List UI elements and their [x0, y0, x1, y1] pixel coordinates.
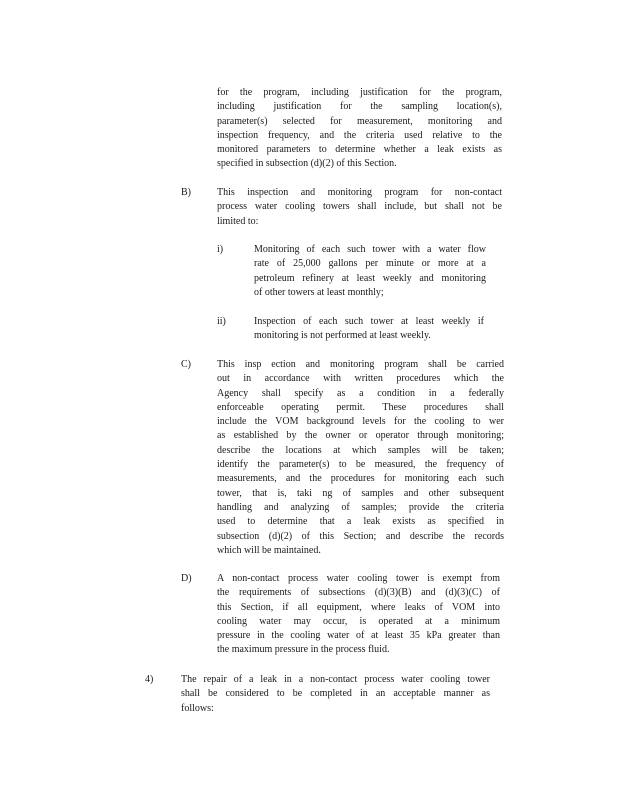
item-c-paragraph — [217, 358, 504, 558]
text-line: The repair of a leak in a non-contact process water cooling tower — [181, 674, 490, 685]
text-line: used to determine that a leak exists as specified in — [217, 516, 504, 528]
text-line: subsection (d)(2) of this Section; and describe the records — [217, 530, 504, 542]
text-line: parameter(s) selected for measurement, monitoring and — [217, 115, 502, 127]
item-4-label: 4) — [145, 674, 154, 685]
item-b-ii-label: ii) — [217, 316, 226, 327]
text-line: inspection frequency, and the criteria used relative to the — [217, 129, 502, 141]
item-c-label: C) — [181, 359, 191, 370]
text-line: Inspection of each such tower at least weekly if — [254, 316, 484, 327]
text-line: shall be considered to be completed in an acceptable manner as — [181, 688, 490, 700]
text-line: pressure in the cooling water of at least 35 kPa greater than — [217, 630, 500, 642]
text-line: limited to: — [217, 215, 259, 227]
text-line: measurements, and the procedures for monitoring each such — [217, 473, 504, 485]
text-line: follows: — [181, 702, 214, 714]
text-line: cooling water may occur, is operated at a minimum — [217, 615, 500, 627]
text-line: out in accordance with written procedures which the — [217, 373, 504, 385]
item-d-label: D) — [181, 573, 192, 584]
item-d-paragraph — [217, 572, 500, 658]
text-line: as established by the owner or operator through monitoring; — [217, 430, 504, 442]
text-line: of other towers at least monthly; — [254, 286, 384, 298]
item-b-label: B) — [181, 187, 191, 198]
text-line: This insp ection and monitoring program shall be carried — [217, 359, 504, 370]
item-b-paragraph — [217, 186, 502, 229]
text-line: A non-contact process water cooling tower is exempt from — [217, 573, 500, 584]
text-line: including justification for the sampling location(s), — [217, 101, 502, 113]
text-line: petroleum refinery at least weekly and monitoring — [254, 272, 486, 284]
text-line: specified in subsection (d)(2) of this Section. — [217, 158, 397, 170]
item-4-paragraph — [181, 673, 490, 716]
text-line: rate of 25,000 gallons per minute or more at a — [254, 258, 486, 270]
text-line: for the program, including justification for the program, — [217, 87, 502, 98]
text-line: this Section, if all equipment, where leaks of VOM into — [217, 601, 500, 613]
item-b-ii-paragraph — [254, 315, 484, 344]
text-line: Monitoring of each such tower with a water flow — [254, 244, 486, 255]
text-line: monitoring is not performed at least weekly. — [254, 330, 431, 342]
text-line: which will be maintained. — [217, 544, 321, 556]
text-line: enforceable operating permit. These procedures shall — [217, 401, 504, 413]
intro-paragraph — [217, 86, 502, 172]
text-line: process water cooling towers shall include, but shall not be — [217, 201, 502, 213]
text-line: This inspection and monitoring program for non-contact — [217, 187, 502, 198]
text-line: identify the parameter(s) to be measured, the frequency of — [217, 459, 504, 471]
text-line: describe the locations at which samples will be taken; — [217, 444, 504, 456]
item-b-i-label: i) — [217, 244, 224, 255]
text-line: monitored parameters to determine whether a leak exists as — [217, 144, 502, 156]
text-line: the maximum pressure in the process fluid. — [217, 644, 390, 656]
text-line: Agency shall specify as a condition in a federally — [217, 387, 504, 399]
text-line: the requirements of subsections (d)(3)(B) and (d)(3)(C) of — [217, 587, 500, 599]
text-line: tower, that is, taki ng of samples and other subsequent — [217, 487, 504, 499]
text-line: include the VOM background levels for the cooling to wer — [217, 416, 504, 428]
text-line: handling and analyzing of samples; provide the criteria — [217, 501, 504, 513]
item-b-i-paragraph — [254, 243, 486, 300]
